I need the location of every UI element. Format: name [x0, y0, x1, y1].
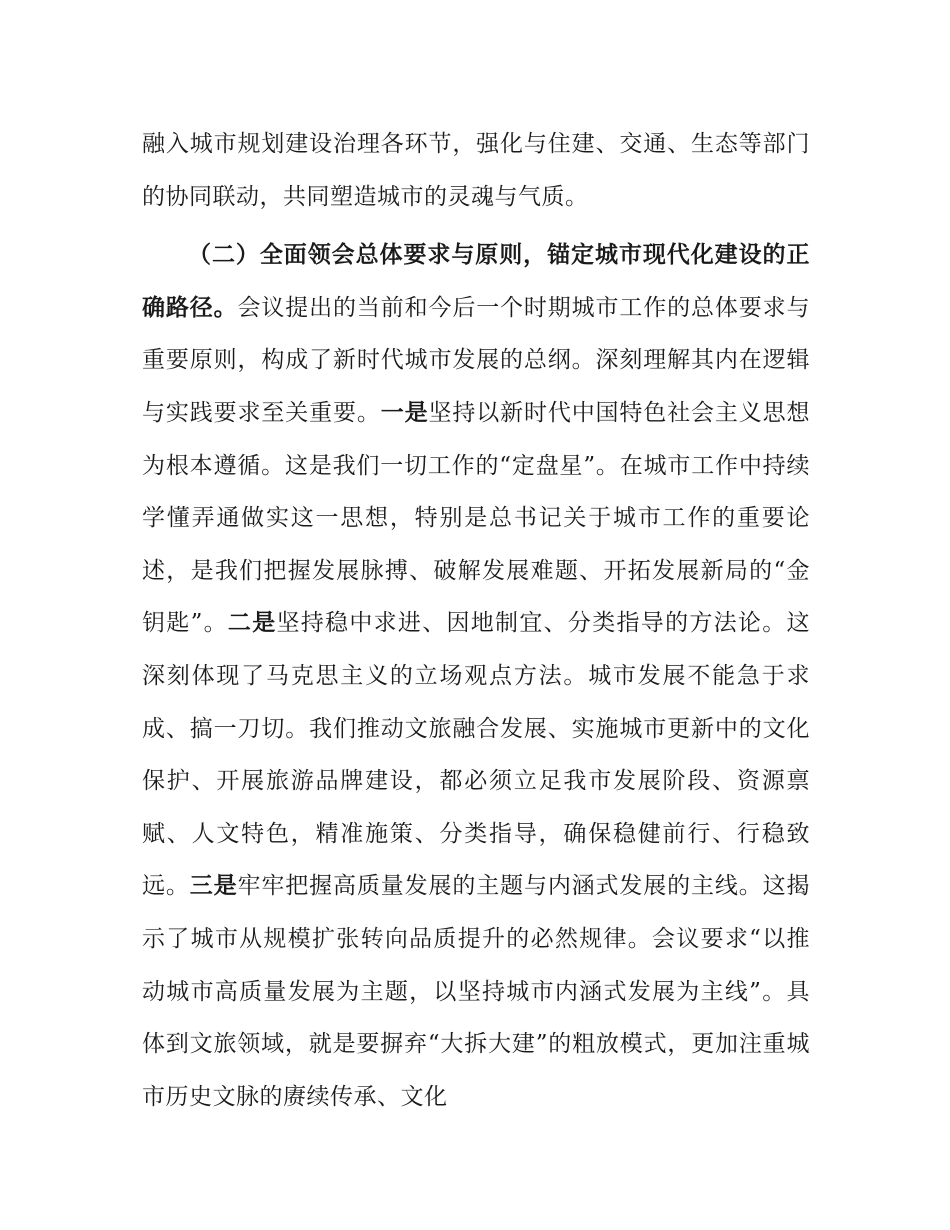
body-text: 融入城市规划建设治理各环节，强化与住建、交通、生态等部门的协同联动，共同塑造城市的灵魂与气质。	[142, 131, 810, 210]
body-text: 坚持以新时代中国特色社会主义思想为根本遵循。这是我们一切工作的“定盘星”。在城市工作中持续学懂弄通做实这一思想，特别是总书记关于城市工作的重要论述，是我们把握发展脉搏、破解发展难题、开拓发展新局的“金钥匙”。	[142, 399, 811, 637]
point-marker-three: 三是	[189, 873, 238, 900]
section-heading: （二）全面领会总体要求与原则，锚定城市现代化建设的正确路径。	[142, 242, 810, 321]
paragraph-continuation	[142, 118, 810, 223]
body-text: 会议提出的当前和今后一个时期城市工作的总体要求与重要原则，构成了新时代城市发展的总纲。深刻理解其内在逻辑与实践要求至关重要。	[142, 294, 811, 426]
document-page	[142, 118, 810, 1123]
point-marker-one: 一是	[380, 399, 429, 426]
point-marker-two: 二是	[227, 610, 277, 637]
paragraph-section-two	[142, 229, 810, 1123]
body-text: 坚持稳中求进、因地制宜、分类指导的方法论。这深刻体现了马克思主义的立场观点方法。城市发展不能急于求成、搞一刀切。我们推动文旅融合发展、实施城市更新中的文化保护、开展旅游品牌建设，都必须立足我市发展阶段、资源禀赋、人文特色，精准施策、分类指导，确保稳健前行、行稳致远。	[142, 610, 810, 900]
body-text: 牢牢把握高质量发展的主题与内涵式发展的主线。这揭示了城市从规模扩张转向品质提升的必然规律。会议要求“以推动城市高质量发展为主题，以坚持城市内涵式发展为主线”。具体到文旅领域，就是要摒弃“大拆大建”的粗放模式，更加注重城市历史文脉的赓续传承、文化	[142, 873, 811, 1110]
